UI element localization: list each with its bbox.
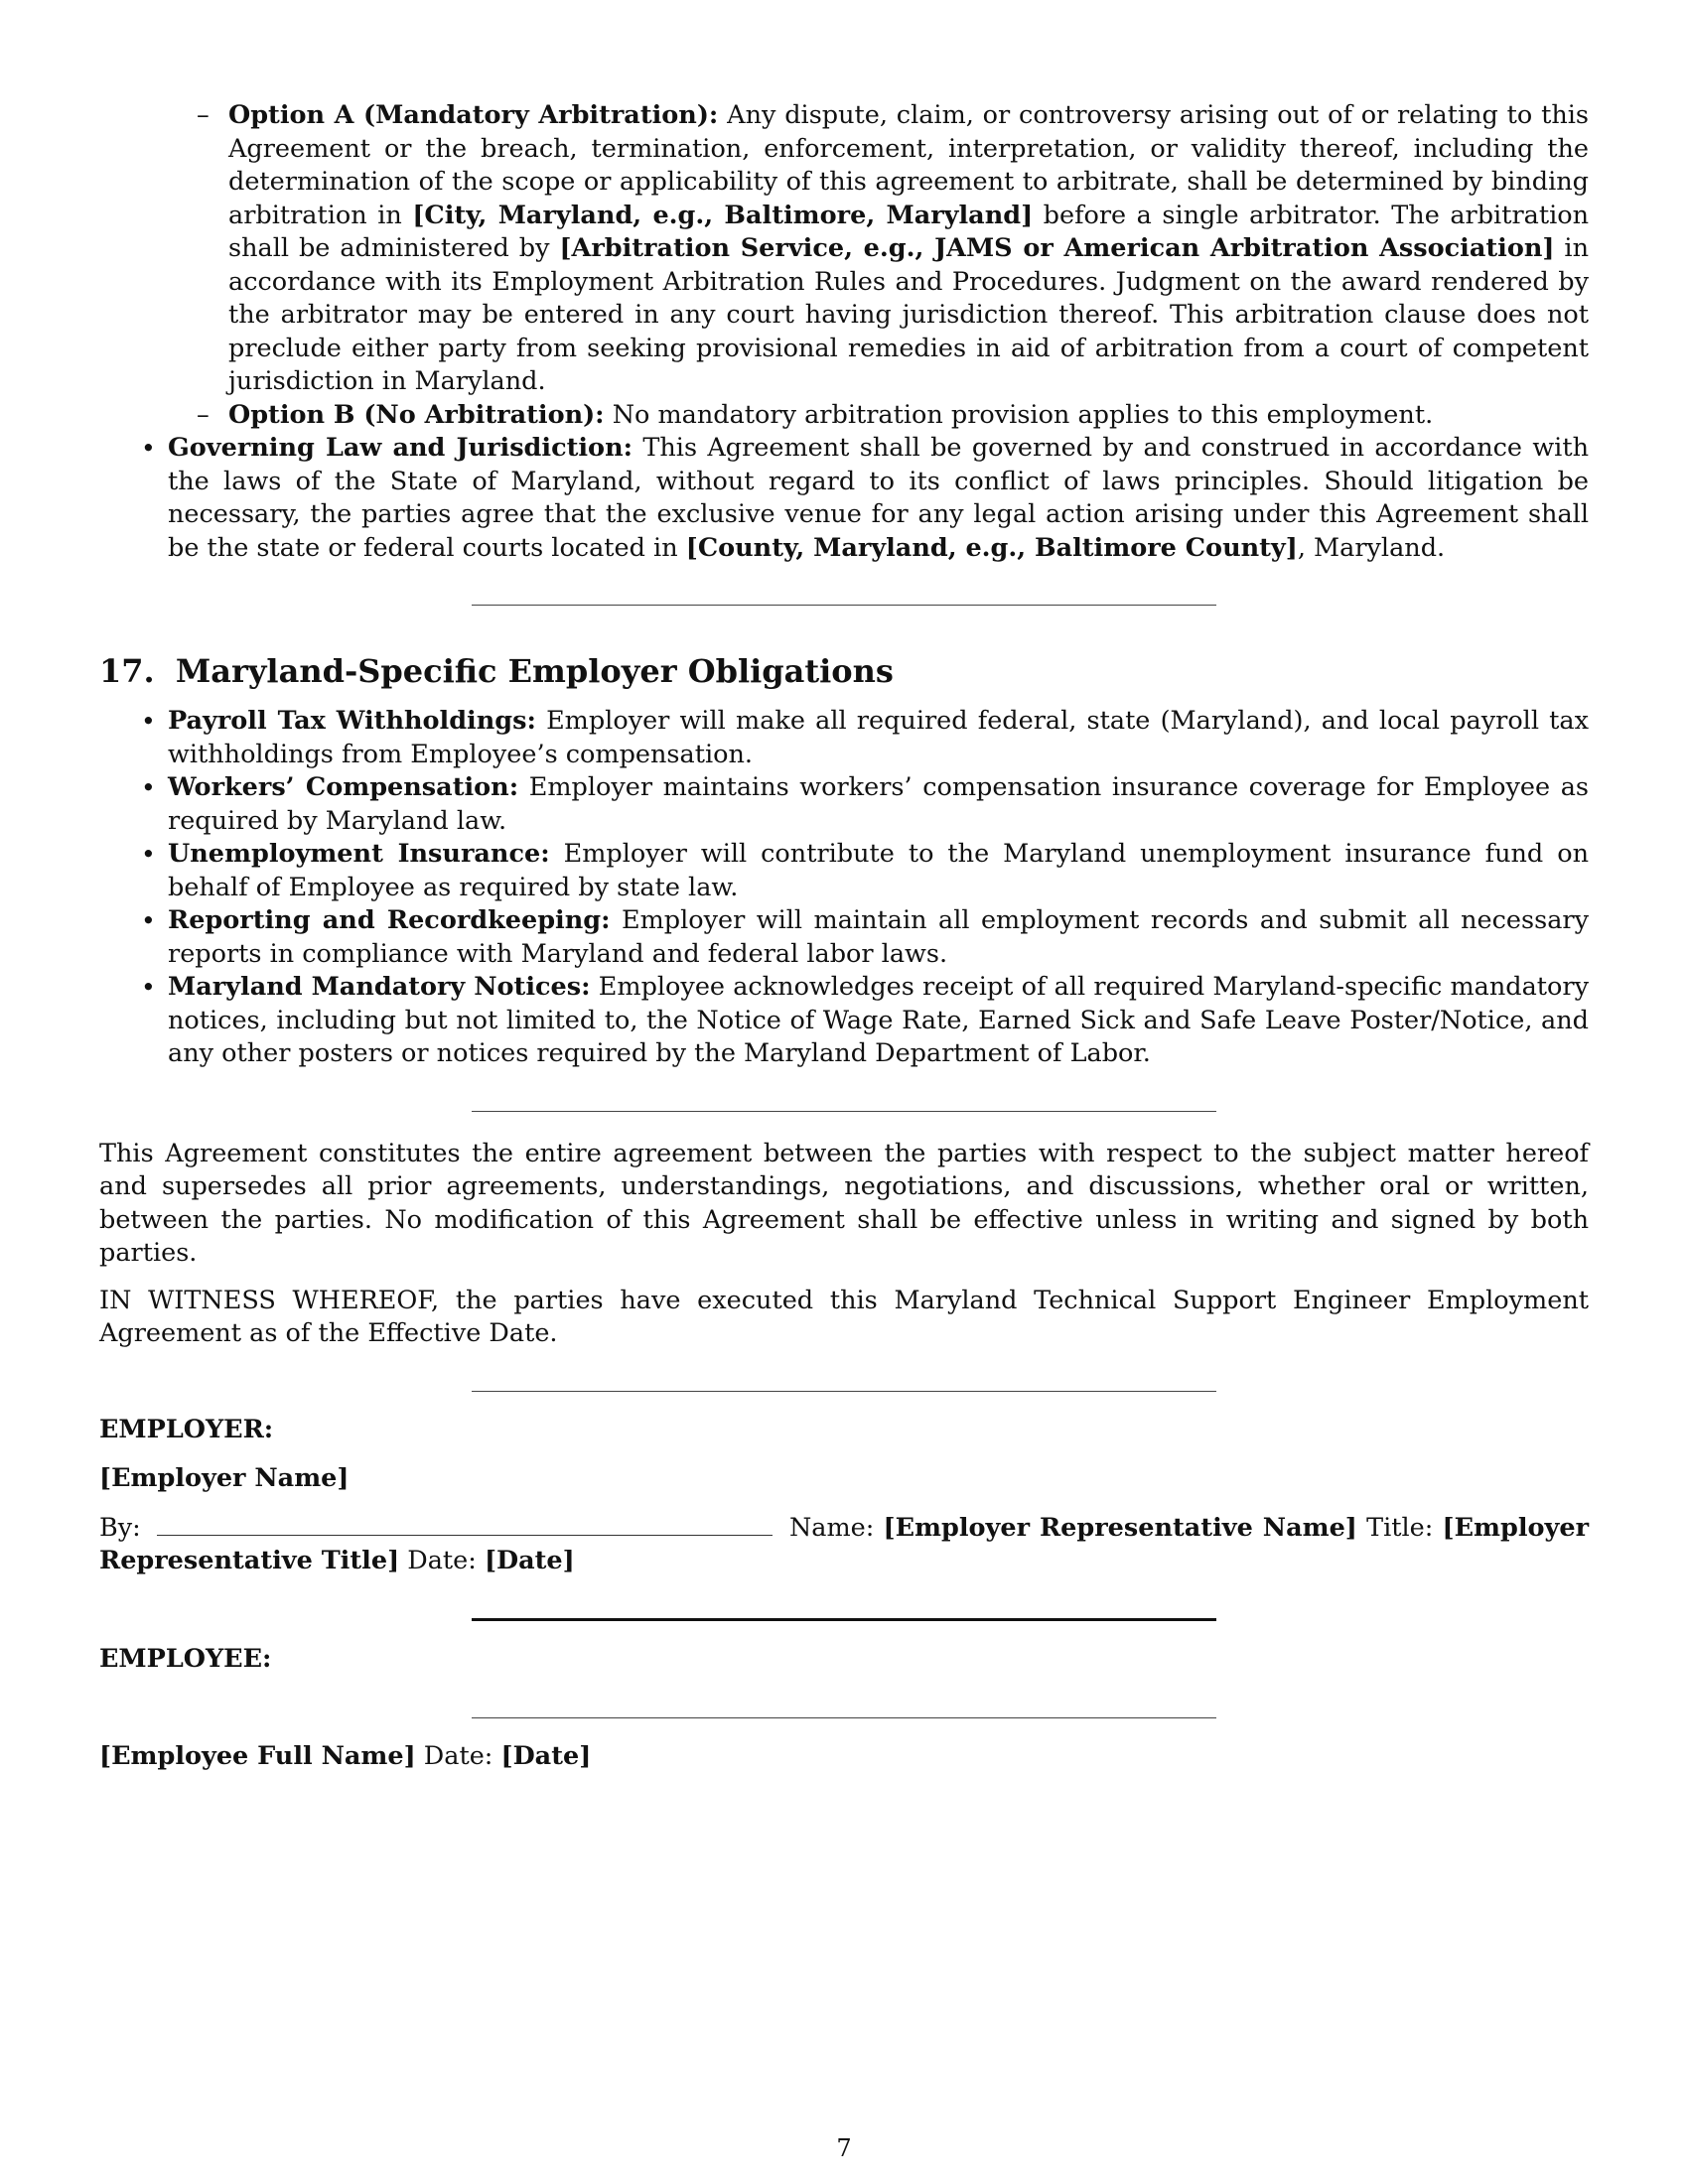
employer-heading: EMPLOYER: bbox=[99, 1414, 274, 1444]
employee-name-line: [Employee Full Name] Date: [Date] bbox=[99, 1741, 592, 1771]
section-divider bbox=[472, 1391, 1216, 1392]
employee-heading: EMPLOYEE: bbox=[99, 1643, 272, 1674]
obligation-item: • Payroll Tax Withholdings: Employer will make all required federal, state (Maryland), and local payroll tax withholdings from Employee’s compensation. bbox=[99, 705, 1589, 771]
document-page bbox=[99, 99, 1589, 1774]
entire-agreement-paragraph: This Agreement constitutes the entire agreement between the parties with respect to the subject matter hereof and supersedes all prior agreements, understandings, negotiations, and discussions, whether oral or written, between the parties. No modification of this Agreement shall be effective unless in writing and signed by both parties. bbox=[99, 1138, 1589, 1268]
employer-signature-line[interactable] bbox=[157, 1515, 773, 1536]
witness-paragraph: IN WITNESS WHEREOF, the parties have executed this Maryland Technical Support Engineer Employment Agreement as of the Effective Date. bbox=[99, 1285, 1589, 1348]
section-divider bbox=[472, 1618, 1216, 1621]
employer-signature-block: By: Name: [Employer Representative Name] Title: [Employer Representative Title] Date: [Date] bbox=[99, 1512, 1589, 1575]
obligation-item: • Unemployment Insurance: Employer will contribute to the Maryland unemployment insurance fund on behalf of Employee as required by state law. bbox=[99, 838, 1589, 904]
obligation-item: • Reporting and Recordkeeping: Employer will maintain all employment records and submit all necessary reports in compliance with Maryland and federal labor laws. bbox=[99, 904, 1589, 971]
governing-law-item: • Governing Law and Jurisdiction: This Agreement shall be governed by and construed in accordance with the laws of the State of Maryland, without regard to its conflict of laws principles. Should litigation be necessary, the parties agree that the exclusive venue for any legal action arising under this Agreement shall be the state or federal courts located in [County, Maryland, e.g., Baltimore County], Maryland. bbox=[99, 432, 1589, 565]
employee-signature-line[interactable] bbox=[472, 1717, 1216, 1718]
employer-name: [Employer Name] bbox=[99, 1463, 350, 1493]
obligation-item: • Maryland Mandatory Notices: Employee acknowledges receipt of all required Maryland-specific mandatory notices, including but not limited to, the Notice of Wage Rate, Earned Sick and Safe Leave Poster/Notice, and any other posters or notices required by the Maryland Department of Labor. bbox=[99, 971, 1589, 1071]
governing-law-list bbox=[99, 432, 1589, 565]
arbitration-option-b: – Option B (No Arbitration): No mandatory arbitration provision applies to this employment. bbox=[99, 399, 1589, 433]
arbitration-options bbox=[99, 99, 1589, 432]
section-17-heading: 17. Maryland-Specific Employer Obligations bbox=[99, 652, 894, 690]
arbitration-option-a: – Option A (Mandatory Arbitration): Any dispute, claim, or controversy arising out of or relating to this Agreement or the breach, termination, enforcement, interpretation, or validity thereof, including the determination of the scope or applicability of this agreement to arbitrate, shall be determined by binding arbitration in [City, Maryland, e.g., Baltimore, Maryland] before a single arbitrator. The arbitration shall be administered by [Arbitration Service, e.g., JAMS or American Arbitration Association] in accordance with its Employment Arbitration Rules and Procedures. Judgment on the award rendered by the arbitrator may be entered in any court having jurisdiction thereof. This arbitration clause does not preclude either party from seeking provisional remedies in aid of arbitration from a court of competent jurisdiction in Maryland. bbox=[99, 99, 1589, 399]
page-number: 7 bbox=[836, 2134, 852, 2162]
obligation-item: • Workers’ Compensation: Employer maintains workers’ compensation insurance coverage for Employee as required by Maryland law. bbox=[99, 771, 1589, 838]
section-17-list bbox=[99, 705, 1589, 1071]
section-divider bbox=[472, 605, 1216, 606]
section-divider bbox=[472, 1111, 1216, 1112]
